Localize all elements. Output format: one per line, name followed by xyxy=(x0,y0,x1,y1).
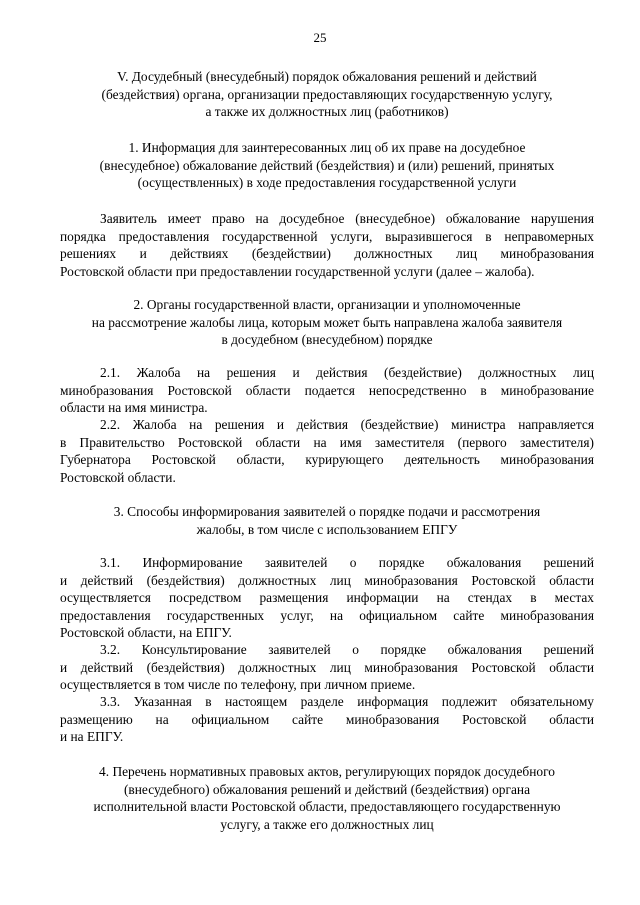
paragraph-line: решениях и действиях (бездействии) должностных лиц минобразования xyxy=(60,246,594,261)
section-title-line: V. Досудебный (внесудебный) порядок обжалования решений и действий xyxy=(117,69,537,84)
paragraph-3-1 xyxy=(60,554,594,642)
paragraph-3-3 xyxy=(60,693,594,746)
paragraph-line: 2.2. Жалоба на решения и действия (бездействие) министра направляется xyxy=(100,417,594,432)
paragraph-line: и действий (бездействия) должностных лиц минобразования Ростовской области xyxy=(60,659,594,675)
paragraph-2-1 xyxy=(60,364,594,417)
paragraph-line: 3.3. Указанная в настоящем разделе информация подлежит обязательному xyxy=(100,694,594,709)
paragraph-line: и на ЕПГУ. xyxy=(60,729,124,744)
paragraph-line: предоставления государственных услуг, на официальном сайте минобразования xyxy=(60,607,594,623)
paragraph-2-2 xyxy=(60,416,594,486)
paragraph-line: Ростовской области. xyxy=(60,469,176,485)
paragraph-appeal-right xyxy=(60,210,594,280)
section-title-line: (бездействия) органа, организации предоставляющих государственную услугу, xyxy=(101,86,553,102)
paragraph-line: 3.2. Консультирование заявителей о порядке обжалования решений xyxy=(100,642,594,657)
heading-line: жалобы, в том числе с использованием ЕПГУ xyxy=(196,521,458,537)
paragraph-3-2 xyxy=(60,641,594,694)
subsection-heading-3 xyxy=(60,503,594,538)
heading-line: (осуществленных) в ходе предоставления государственной услуги xyxy=(137,175,517,190)
heading-line: в досудебном (внесудебном) порядке xyxy=(221,332,433,347)
paragraph-line: Ростовской области при предоставлении государственной услуги (далее – жалоба). xyxy=(60,263,535,279)
heading-line: 4. Перечень нормативных правовых актов, регулирующих порядок досудебного xyxy=(99,764,555,779)
subsection-heading-1 xyxy=(60,139,594,192)
paragraph-line: Ростовской области, на ЕПГУ. xyxy=(60,625,232,640)
heading-line: 2. Органы государственной власти, организации и уполномоченные xyxy=(133,297,521,312)
paragraph-line: осуществляется посредством размещения информации на стендах в местах xyxy=(60,590,594,605)
section-title xyxy=(60,68,594,121)
paragraph-line: Губернатора Ростовской области, курирующего деятельность минобразования xyxy=(60,452,594,467)
heading-line: исполнительной власти Ростовской области, предоставляющего государственную xyxy=(93,799,561,814)
subsection-heading-4 xyxy=(60,763,594,833)
paragraph-line: 2.1. Жалоба на решения и действия (бездействие) должностных лиц xyxy=(100,365,594,380)
section-title-line: а также их должностных лиц (работников) xyxy=(205,104,449,119)
heading-line: 3. Способы информирования заявителей о порядке подачи и рассмотрения xyxy=(113,504,541,519)
page-number: 25 xyxy=(313,30,327,45)
paragraph-line: минобразования Ростовской области подается непосредственно в минобразование xyxy=(60,382,594,398)
heading-line: (внесудебного) обжалования решений и действий (бездействия) органа xyxy=(123,781,531,797)
paragraph-line: осуществляется в том числе по телефону, при личном приеме. xyxy=(60,677,416,692)
heading-line: 1. Информация для заинтересованных лиц об их праве на досудебное xyxy=(128,140,526,155)
paragraph-line: и действий (бездействия) должностных лиц минобразования Ростовской области xyxy=(60,572,594,588)
paragraph-line: размещению на официальном сайте минобразования Ростовской области xyxy=(60,711,594,727)
paragraph-line: порядка предоставления государственной услуги, выразившегося в неправомерных xyxy=(60,228,594,244)
heading-line: услугу, а также его должностных лиц xyxy=(220,816,434,832)
heading-line: на рассмотрение жалобы лица, которым может быть направлена жалоба заявителя xyxy=(91,314,563,330)
paragraph-line: области на имя министра. xyxy=(60,400,208,415)
paragraph-line: Заявитель имеет право на досудебное (внесудебное) обжалование нарушения xyxy=(100,211,594,226)
heading-line: (внесудебное) обжалование действий (бездействия) и (или) решений, принятых xyxy=(99,157,555,173)
subsection-heading-2 xyxy=(60,296,594,349)
paragraph-line: в Правительство Ростовской области на имя заместителя (первого заместителя) xyxy=(60,434,594,450)
paragraph-line: 3.1. Информирование заявителей о порядке обжалования решений xyxy=(100,555,594,570)
